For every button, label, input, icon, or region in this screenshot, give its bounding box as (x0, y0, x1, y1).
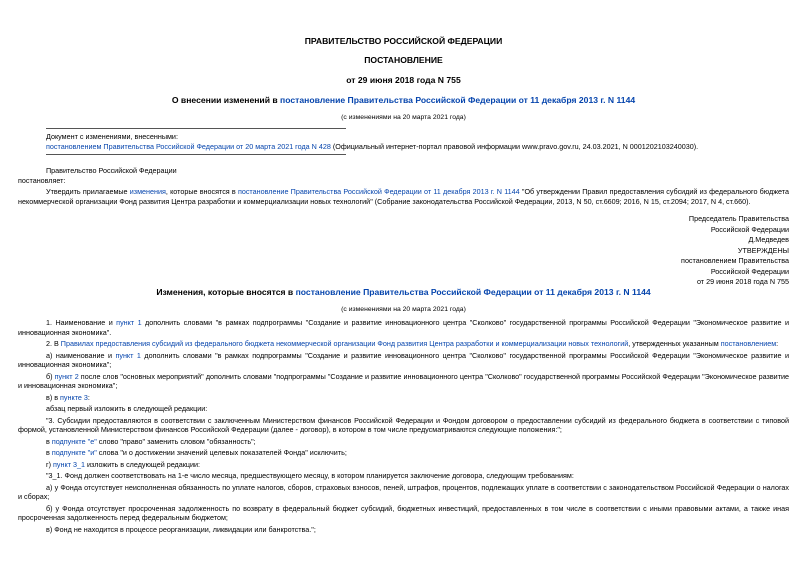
item2v-link[interactable]: пункте 3 (60, 392, 88, 402)
item1-text-b: дополнить словами "в рамках подпрограммы "Создание и развитие инновационного центра "Сколково" государственной программы Российской Федерации "Экономическое развитие и инновационная экономика". (18, 318, 789, 337)
iteme-text-b: слово "право" заменить словом "обязанность"; (96, 436, 256, 446)
itemg-link[interactable]: пункт 3_1 (53, 459, 85, 469)
annex-item-2 (18, 339, 789, 349)
item2v-text-a: в) в (46, 392, 61, 402)
item2-link-rules[interactable]: Правилах предоставления субсидий из федерального бюджета некоммерческой организации Фонд развития Центра разработки и коммерциализации новых технологий (60, 339, 629, 348)
annex-title-link[interactable]: постановление Правительства Российской Федерации от 11 декабря 2013 г. N 1144 (295, 287, 651, 297)
changes-rest: (Официальный интернет-портал правовой информации www.pravo.gov.ru, 24.03.2021, N 0001202103240030). (330, 141, 699, 151)
annex-item-3-1-v: в) Фонд не находится в процессе реорганизации, ликвидации или банкротства."; (46, 524, 316, 534)
item2b-text-a: б) (46, 371, 55, 381)
annex-item-2v (18, 393, 789, 403)
annex-title (18, 287, 789, 298)
iteme-link[interactable]: подпункте "е" (51, 436, 97, 446)
government-heading: ПРАВИТЕЛЬСТВО РОССИЙСКОЙ ФЕДЕРАЦИИ (304, 36, 503, 46)
signature-line-6: Российской Федерации (710, 266, 789, 276)
annex-item-i (18, 448, 789, 458)
preamble-line-2: постановляет: (18, 175, 66, 185)
item1-link[interactable]: пункт 1 (116, 318, 142, 327)
changes-link[interactable]: постановлением Правительства Российской Федерации от 20 марта 2021 года N 428 (46, 141, 331, 151)
doc-title (18, 95, 789, 106)
amend-note: (с изменениями на 20 марта 2021 года) (341, 114, 466, 121)
doc-date-number: от 29 июня 2018 года N 755 (346, 75, 461, 85)
item2a-text-a: а) наименование и (46, 350, 116, 360)
changes-line-1: Документ с изменениями, внесенными: (46, 132, 178, 141)
annex-item-3-1-b: б) у Фонда отсутствует просроченная задолженность по возврату в федеральный бюджет субсидий, бюджетных инвестиций, предоставленных в том числе в соответствии с иными правовыми актами, а также иная просроченная задолженность перед федеральным бюджетом; (18, 503, 789, 522)
signature-line-4: УТВЕРЖДЕНЫ (737, 245, 789, 255)
preamble-link-resolution[interactable]: постановление Правительства Российской Федерации от 11 декабря 2013 г. N 1144 (237, 187, 520, 196)
preamble-link-changes[interactable]: изменения (129, 187, 166, 196)
changes-line-2 (18, 142, 789, 152)
annex-item-3-1-a: а) у Фонда отсутствует неисполненная обязанность по уплате налогов, сборов, страховых взносов, пеней, штрафов, процентов, подлежащих уплате в соответствии с законодательством Российской Федерации о налогах и сборах; (18, 482, 789, 501)
itemi-text-b: слова "и о достижении значений целевых показателей Фонда" исключить; (96, 448, 347, 457)
doc-type-heading: ПОСТАНОВЛЕНИЕ (364, 55, 443, 65)
annex-amend-note: (с изменениями на 20 марта 2021 года) (341, 306, 466, 313)
preamble-text-a: Утвердить прилагаемые (46, 187, 130, 196)
annex-item-2b (18, 372, 789, 391)
changes-box (18, 128, 789, 155)
annex-title-prefix: Изменения, которые вносятся в (156, 287, 296, 297)
annex-item-3-text: "3. Субсидии предоставляются в соответствии с заключенным Министерством финансов Российской Федерации и Фондом договором о предоставлении субсидий из федерального бюджета в соответствии с типовой формой, установленной Министерством финансов Российской Федерации (далее - договор), в котором в том числе предусматриваются следующие положения:"; (18, 415, 789, 434)
itemi-link[interactable]: подпункте "и" (51, 448, 97, 457)
doc-title-prefix: О внесении изменений в (171, 95, 281, 105)
itemg-text-b: изложить в следующей редакции: (84, 459, 201, 469)
item2b-link[interactable]: пункт 2 (54, 371, 79, 381)
preamble-text-b: , которые вносятся в (165, 187, 238, 196)
annex-item-2v-sub: абзац первый изложить в следующей редакции: (46, 404, 208, 413)
annex-item-1 (18, 318, 789, 337)
item2v-text-b: : (87, 392, 90, 402)
signature-line-3: Д.Медведев (748, 235, 789, 244)
itemg-text-a: г) (46, 459, 54, 469)
preamble-line-1: Правительство Российской Федерации (46, 166, 177, 175)
doc-title-link[interactable]: постановление Правительства Российской Федерации от 11 декабря 2013 г. N 1144 (280, 95, 636, 105)
item2b-text-b: после слов "основных мероприятий" дополнить словами "подпрограммы "Создание и развитие инновационного центра "Сколково" государственной программы Российской Федерации "Экономическое развитие и инновационная экономика"; (18, 371, 789, 390)
preamble-text-c: "Об утверждении Правил предоставления субсидий из федерального бюджета некоммерческой организации Фонд развития Центра разработки и коммерциализации новых технологий" (Собрание законодательства Российской Федерации, 2013, N 50, ст.6609; 2016, N 15, ст.2094; 2017, N 4, ст.660). (18, 187, 789, 206)
annex-item-2a (18, 351, 789, 370)
annex-item-e (18, 437, 789, 447)
item2-text-a: 2. В (46, 339, 61, 348)
item2-text-b: , утвержденных указанным (628, 339, 721, 348)
signature-line-1: Председатель Правительства (688, 214, 789, 223)
signature-block (18, 214, 789, 287)
item2-text-c: : (776, 339, 779, 348)
item1-text-a: 1. Наименование и (46, 318, 117, 327)
annex-item-g (18, 460, 789, 470)
item2a-link[interactable]: пункт 1 (115, 350, 141, 360)
preamble-paragraph (18, 187, 789, 206)
itemi-text-a: в (46, 448, 52, 457)
changes-box-bottom-rule (46, 154, 346, 155)
iteme-text-a: в (46, 436, 52, 446)
signature-line-5: постановлением Правительства (681, 256, 789, 265)
item2-link-resolution[interactable]: постановлением (720, 339, 777, 348)
annex-body (18, 318, 789, 534)
preamble (18, 166, 789, 206)
signature-line-7: от 29 июня 2018 года N 755 (696, 277, 789, 286)
annex-item-3-1: "3_1. Фонд должен соответствовать на 1-е число месяца, предшествующего месяцу, в котором планируется заключение договора, следующим требованиям: (46, 471, 574, 480)
changes-box-top-rule (46, 128, 346, 129)
signature-line-2: Российской Федерации (710, 224, 789, 234)
item2a-text-b: дополнить словами "в рамках подпрограммы "Создание и развитие инновационного центра "Сколково" государственной программы Российской Федерации "Экономическое развитие и инновационная экономика"; (18, 350, 790, 369)
